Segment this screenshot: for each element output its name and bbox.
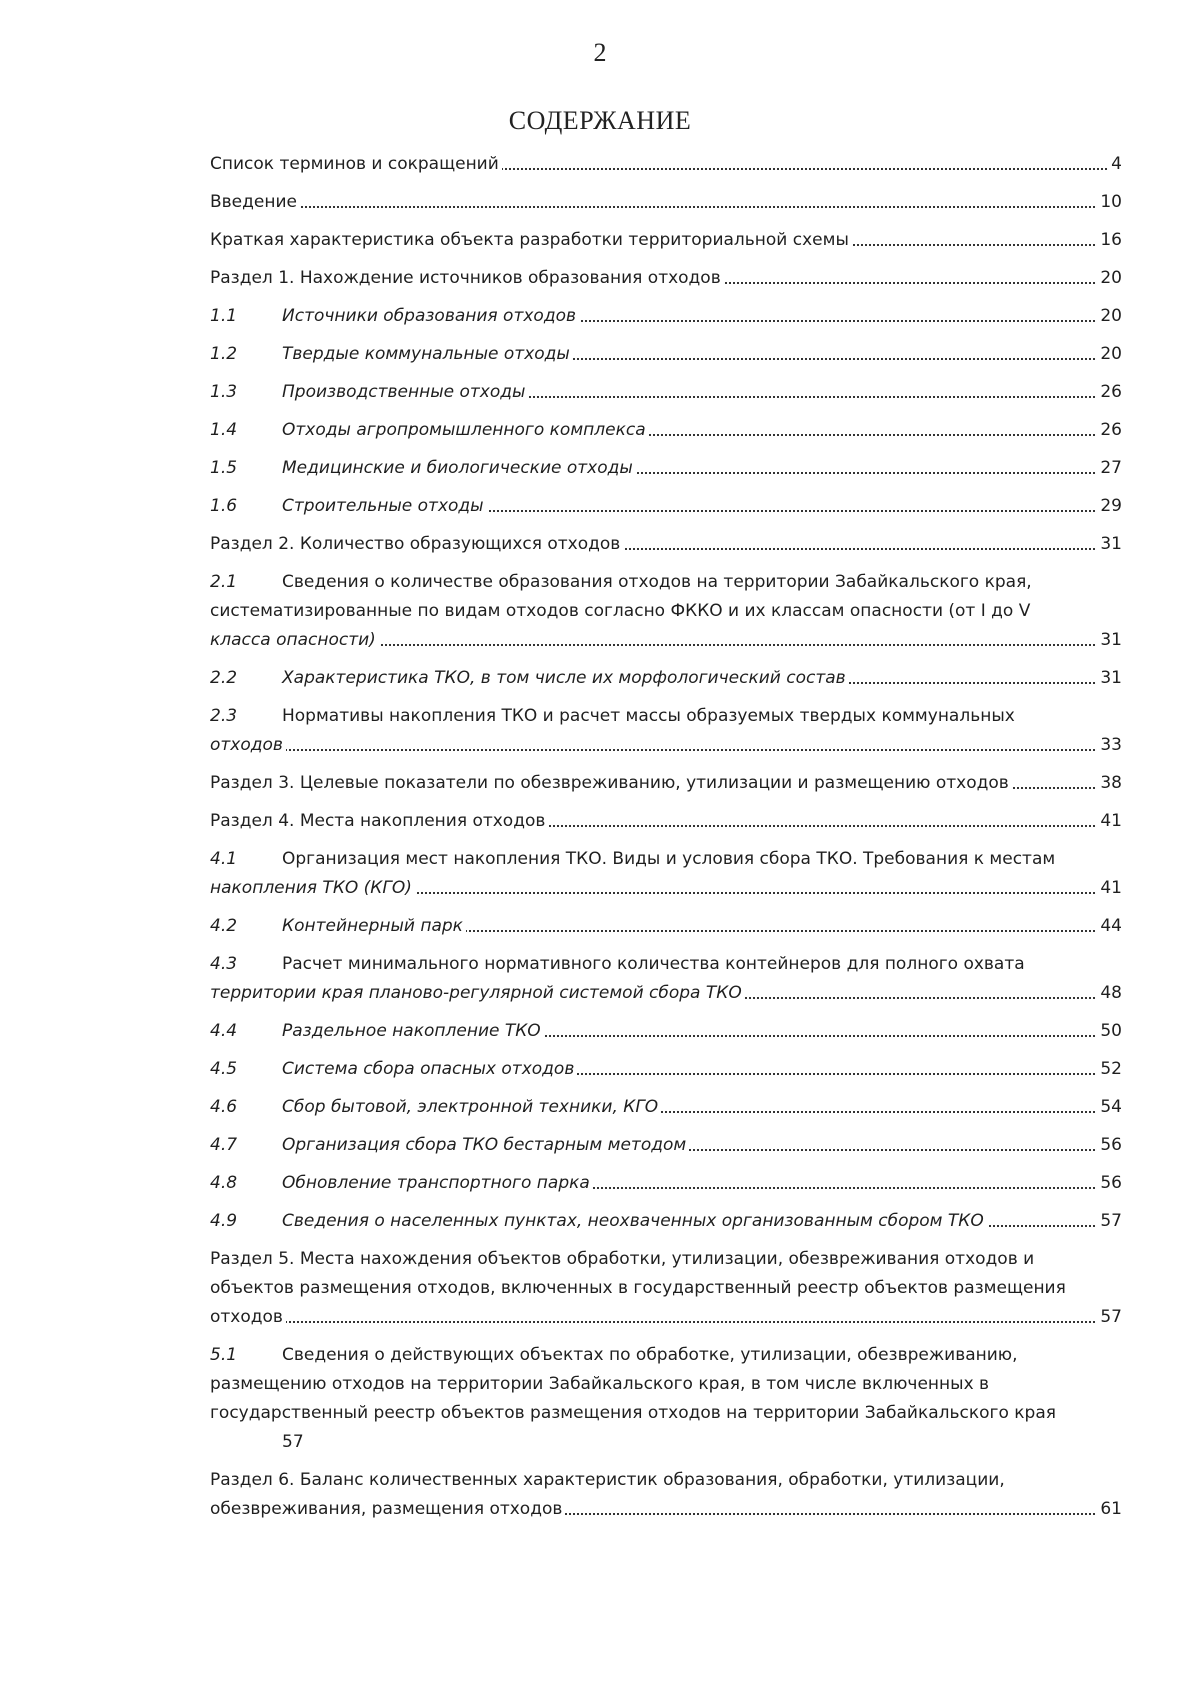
toc-entry-intro[interactable]: Введение 10 <box>210 188 1122 217</box>
toc-entry-5-1[interactable]: 5.1 Сведения о действующих объектах по обработке, утилизации, обезвреживанию, размещению отходов на территории Забайкальского края, в том числе включенных в государственный реестр объектов размещения отходов на территории Забайкальского края 57 <box>210 1345 1056 1452</box>
toc-entry-section-1[interactable]: Раздел 1. Нахождение источников образования отходов 20 <box>210 264 1122 293</box>
toc-entry-1-1[interactable]: 1.1 Источники образования отходов 20 <box>210 302 1122 331</box>
toc-page: 10 <box>1097 188 1122 217</box>
toc-entry-1-6[interactable]: 1.6 Строительные отходы 29 <box>210 492 1122 521</box>
toc-entry-4-4[interactable]: 4.4 Раздельное накопление ТКО 50 <box>210 1017 1122 1046</box>
toc-entry-4-3[interactable]: 4.3 Расчет минимального нормативного количества контейнеров для полного охвата территории края планово-регулярной системой сбора ТКО 48 <box>210 950 1122 1008</box>
toc-entry-4-5[interactable]: 4.5 Система сбора опасных отходов 52 <box>210 1055 1122 1084</box>
toc-entry-section-4[interactable]: Раздел 4. Места накопления отходов 41 <box>210 807 1122 836</box>
toc-entry-section-2[interactable]: Раздел 2. Количество образующихся отходов 31 <box>210 530 1122 559</box>
toc-entry-section-6[interactable]: Раздел 6. Баланс количественных характеристик образования, обработки, утилизации, обезвреживания, размещения отходов 61 <box>210 1466 1122 1524</box>
toc-entry-1-2[interactable]: 1.2 Твердые коммунальные отходы 20 <box>210 340 1122 369</box>
toc-page: 20 <box>1097 264 1122 293</box>
toc-entry-4-1[interactable]: 4.1 Организация мест накопления ТКО. Виды и условия сбора ТКО. Требования к местам накопления ТКО (КГО) 41 <box>210 845 1122 903</box>
toc-entry-terms[interactable]: Список терминов и сокращений 4 <box>210 150 1122 179</box>
toc-entry-1-3[interactable]: 1.3 Производственные отходы 26 <box>210 378 1122 407</box>
toc-entry-1-4[interactable]: 1.4 Отходы агропромышленного комплекса 26 <box>210 416 1122 445</box>
toc-entry-object[interactable]: Краткая характеристика объекта разработки территориальной схемы 16 <box>210 226 1122 255</box>
toc-entry-2-3[interactable]: 2.3 Нормативы накопления ТКО и расчет массы образуемых твердых коммунальных отходов 33 <box>210 702 1122 760</box>
toc-page: 16 <box>1097 226 1122 255</box>
toc-entry-1-5[interactable]: 1.5 Медицинские и биологические отходы 27 <box>210 454 1122 483</box>
toc-entry-section-3[interactable]: Раздел 3. Целевые показатели по обезвреживанию, утилизации и размещению отходов 38 <box>210 769 1122 798</box>
toc-entry-4-8[interactable]: 4.8 Обновление транспортного парка 56 <box>210 1169 1122 1198</box>
table-of-contents <box>210 150 1122 1524</box>
toc-entry-4-2[interactable]: 4.2 Контейнерный парк 44 <box>210 912 1122 941</box>
toc-page: 4 <box>1108 150 1122 179</box>
toc-entry-4-7[interactable]: 4.7 Организация сбора ТКО бестарным методом 56 <box>210 1131 1122 1160</box>
toc-entry-4-9[interactable]: 4.9 Сведения о населенных пунктах, неохваченных организованным сбором ТКО 57 <box>210 1207 1122 1236</box>
toc-entry-section-5[interactable]: Раздел 5. Места нахождения объектов обработки, утилизации, обезвреживания отходов и объектов размещения отходов, включенных в государственный реестр объектов размещения отходов 57 <box>210 1245 1122 1332</box>
toc-title: СОДЕРЖАНИЕ <box>508 106 692 135</box>
toc-entry-2-2[interactable]: 2.2 Характеристика ТКО, в том числе их морфологический состав 31 <box>210 664 1122 693</box>
toc-entry-4-6[interactable]: 4.6 Сбор бытовой, электронной техники, КГО 54 <box>210 1093 1122 1122</box>
page-number: 2 <box>593 38 607 67</box>
toc-entry-2-1[interactable]: 2.1 Сведения о количестве образования отходов на территории Забайкальского края, систематизированные по видам отходов согласно ФККО и их классам опасности (от I до V класса опасности) 31 <box>210 568 1122 655</box>
